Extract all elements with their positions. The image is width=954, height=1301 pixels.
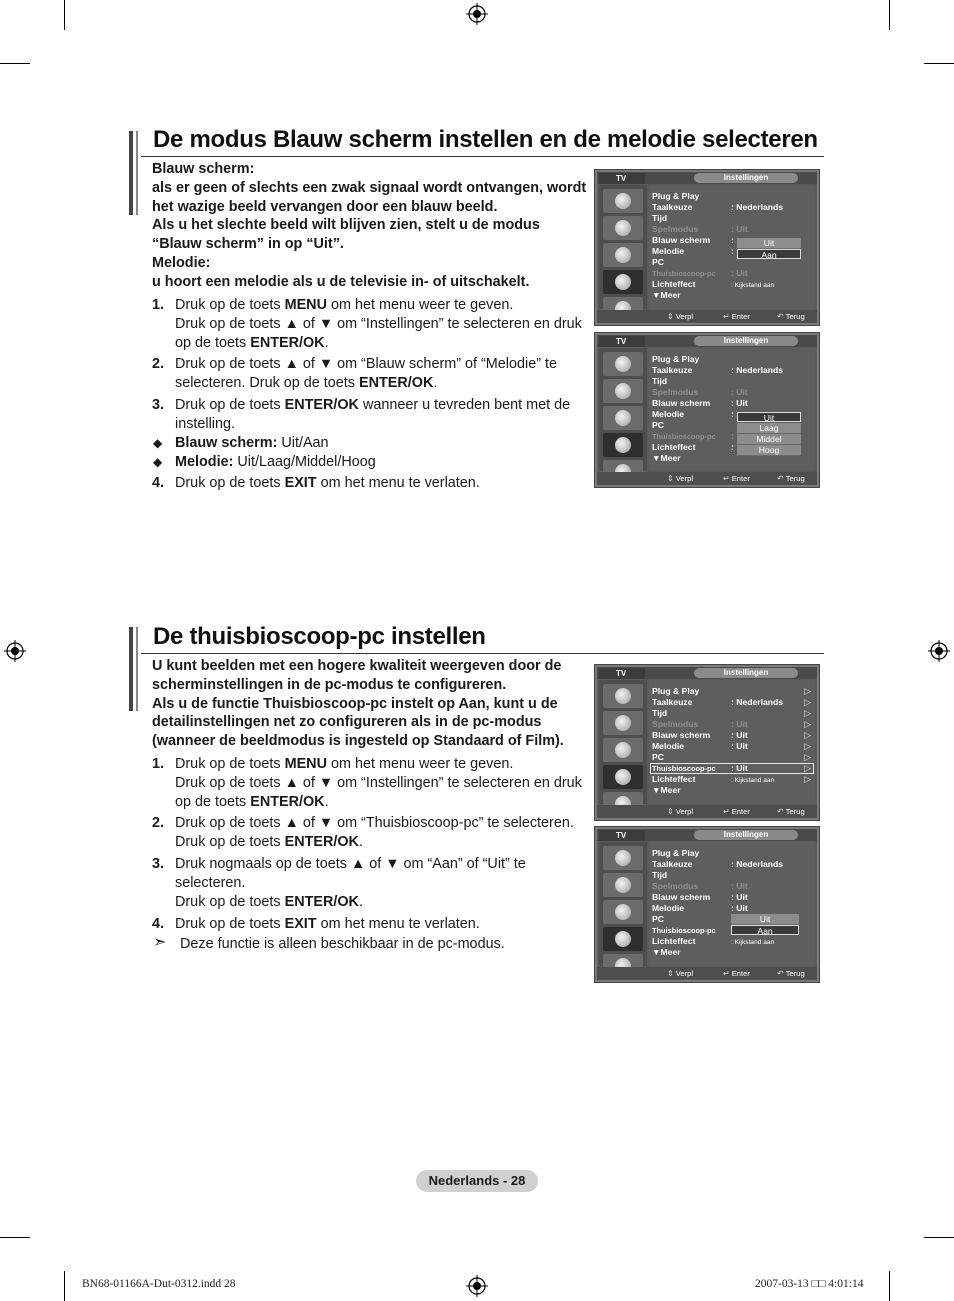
menu-item-label: Blauw scherm — [652, 892, 711, 902]
channel-icon — [603, 243, 643, 267]
option-values: Uit/Aan — [277, 435, 329, 451]
footer-back-hint — [777, 806, 805, 817]
footer-hint-label: Enter — [731, 969, 750, 978]
text-segment: Druk op de toets — [175, 893, 285, 910]
category-sidebar — [599, 842, 647, 966]
enter-icon: ↵ — [723, 807, 730, 816]
menu-footer — [597, 967, 817, 980]
enter-icon: ↵ — [723, 969, 730, 978]
tv-menu-screenshot — [594, 169, 820, 326]
menu-item-value: : Uit — [731, 730, 748, 740]
channel-icon-glyph — [615, 247, 631, 263]
intro-line: Melodie: — [152, 255, 211, 271]
crop-mark — [64, 0, 65, 30]
tv-source-label: TV — [599, 668, 645, 679]
menu-item-label: Tijd — [652, 213, 668, 223]
menu-item-label: Lichteffect — [652, 442, 696, 452]
key-name: MENU — [284, 756, 327, 772]
section-marker — [136, 627, 138, 711]
text-segment: Druk op de toets ▲ of ▼ om “Blauw scherm” of “Melodie” te — [175, 356, 557, 372]
tv-screen — [597, 667, 817, 818]
crop-mark — [64, 1271, 65, 1301]
menu-item-value — [731, 774, 774, 785]
setup-icon-glyph — [615, 931, 631, 947]
menu-item-label: Thuisbioscoop-pc — [652, 926, 716, 935]
category-sidebar — [599, 185, 647, 309]
title-underline — [141, 653, 824, 654]
channel-icon-glyph — [615, 904, 631, 920]
print-timestamp: 2007-03-13 □□ 4:01:14 — [755, 1278, 864, 1290]
text-segment: om het menu te verlaten. — [316, 916, 480, 932]
footer-move-hint — [667, 473, 693, 484]
text-segment: Druk op de toets — [175, 475, 285, 491]
footer-move-hint — [667, 311, 693, 322]
note-text: Deze functie is alleen beschikbaar in de pc-modus. — [180, 936, 505, 952]
diamond-bullet-icon: ◆ — [153, 455, 163, 469]
footer-hint-label: Terug — [785, 312, 805, 321]
menu-footer — [597, 805, 817, 818]
menu-item-label: Plug & Play — [652, 354, 700, 364]
picture-icon — [603, 352, 643, 376]
footer-hint-label: Terug — [785, 969, 805, 978]
submenu-arrow-icon: ▷ — [804, 741, 811, 751]
submenu-arrow-icon: ▷ — [804, 752, 811, 762]
menu-item-value: : Nederlands — [731, 859, 784, 869]
text-segment: Druk op de toets — [175, 833, 285, 850]
picture-icon — [603, 846, 643, 870]
footer-back-hint — [777, 968, 805, 979]
title-underline — [141, 156, 824, 157]
menu-item-value: : Uit — [731, 881, 748, 891]
menu-item-label: ▼Meer — [652, 453, 681, 463]
footer-hint-label: Verpl — [675, 312, 694, 321]
text-segment: Druk op de toets ▲ of ▼ om “Instellingen” te selecteren en druk — [175, 315, 582, 332]
registration-mark-icon — [4, 640, 26, 662]
footer-enter-hint — [723, 968, 750, 979]
registration-mark-icon — [466, 3, 488, 25]
step-number: 4. — [152, 916, 165, 932]
text-segment: om het menu weer te geven. — [326, 756, 514, 772]
step-line — [175, 296, 513, 315]
settings-list — [649, 348, 815, 471]
menu-item-label: Melodie — [652, 741, 684, 751]
step-line — [175, 755, 513, 774]
channel-icon-glyph — [615, 742, 631, 758]
text-segment: Druk op de toets — [175, 397, 285, 413]
menu-header — [597, 335, 817, 347]
text-segment: selecteren. — [175, 874, 246, 891]
footer-hint-label: Enter — [731, 474, 750, 483]
setup-icon — [603, 270, 643, 294]
step-number: 2. — [152, 815, 165, 831]
intro-line: Blauw scherm: — [152, 161, 255, 177]
step-line — [175, 814, 574, 833]
channel-icon — [603, 738, 643, 762]
crop-mark — [889, 1271, 890, 1301]
menu-item-label: PC — [652, 914, 664, 924]
settings-list — [649, 680, 815, 804]
step-line — [175, 793, 329, 812]
option-item: Uit — [731, 914, 799, 925]
submenu-arrow-icon: ▷ — [804, 697, 811, 707]
footer-move-hint — [667, 806, 693, 817]
menu-item-value: : Uit — [731, 741, 748, 751]
footer-hint-label: Enter — [731, 312, 750, 321]
intro-line: detailinstellingen net zo configureren als in de pc-modus — [152, 714, 542, 731]
menu-item-label: Tijd — [652, 870, 668, 880]
submenu-arrow-icon: ▷ — [804, 730, 811, 740]
picture-icon-glyph — [615, 850, 631, 866]
menu-item-label: Lichteffect — [652, 279, 696, 289]
menu-item-label: Thuisbioscoop-pc — [652, 432, 716, 441]
option-item: Aan — [731, 925, 799, 935]
step-line — [175, 474, 480, 493]
text-segment: wanneer u tevreden bent met de — [358, 397, 571, 413]
key-name: ENTER/OK — [284, 397, 359, 413]
menu-item-label: Taalkeuze — [652, 365, 693, 375]
menu-item-value: : Uit — [731, 268, 748, 278]
text-segment: . — [433, 374, 438, 391]
setup-icon — [603, 765, 643, 789]
menu-item-label: Melodie — [652, 246, 684, 256]
sound-icon-glyph — [615, 877, 631, 893]
intro-line: u hoort een melodie als u de televisie in- of uitschakelt. — [152, 273, 530, 290]
return-icon: ↶ — [777, 474, 784, 483]
section-title: De modus Blauw scherm instellen en de melodie selecteren — [153, 126, 818, 153]
sound-icon — [603, 873, 643, 897]
footer-hint-label: Enter — [731, 807, 750, 816]
tv-menu-screenshot — [594, 826, 820, 983]
menu-item-label: Taalkeuze — [652, 202, 693, 212]
key-name: ENTER/OK — [284, 833, 359, 850]
menu-item-label: Taalkeuze — [652, 859, 693, 869]
setup-icon-glyph — [615, 437, 631, 453]
key-name: EXIT — [284, 475, 317, 491]
page-number: Nederlands - 28 — [416, 1170, 538, 1192]
footer-hint-label: Verpl — [675, 807, 694, 816]
setup-icon — [603, 433, 643, 457]
menu-item-label: Plug & Play — [652, 191, 700, 201]
text-segment: instelling. — [175, 415, 235, 432]
text-segment: op de toets — [175, 793, 251, 810]
submenu-arrow-icon: ▷ — [804, 763, 811, 773]
submenu-arrow-icon: ▷ — [804, 774, 811, 784]
step-line — [175, 915, 480, 934]
text-segment: selecteren. Druk op de toets — [175, 374, 359, 391]
tv-source-label: TV — [599, 173, 645, 184]
intro-line: het wazige beeld vervangen door een blauw beeld. — [152, 198, 498, 215]
setup-icon-glyph — [615, 769, 631, 785]
menu-item-value: : Uit — [731, 398, 748, 408]
menu-item-label: Lichteffect — [652, 936, 696, 946]
menu-item-value: : Uit — [731, 892, 748, 902]
step-line — [175, 415, 235, 434]
menu-item-label: PC — [652, 752, 664, 762]
menu-item-label: ▼Meer — [652, 947, 681, 957]
category-sidebar — [599, 680, 647, 804]
sound-icon — [603, 711, 643, 735]
menu-item-label: Spelmodus — [652, 719, 699, 729]
menu-item-value: : — [731, 409, 734, 419]
tv-screen — [597, 829, 817, 980]
intro-line: (wanneer de beeldmodus is ingesteld op Standaard of Film). — [152, 733, 564, 750]
settings-list — [649, 185, 815, 309]
intro-line: als er geen of slechts een zwak signaal wordt ontvangen, wordt — [152, 179, 587, 196]
text-segment: om het menu weer te geven. — [326, 297, 514, 313]
menu-item-value: : Nederlands — [731, 697, 784, 707]
submenu-arrow-icon: ▷ — [804, 708, 811, 718]
updown-icon: ⇕ — [667, 969, 674, 978]
tv-screen — [597, 172, 817, 323]
menu-item-label: Lichteffect — [652, 774, 696, 784]
crop-mark — [924, 63, 954, 64]
menu-item-value: : — [731, 431, 734, 441]
print-file-info: BN68-01166A-Dut-0312.indd 28 — [82, 1278, 236, 1290]
step-line — [175, 893, 363, 912]
menu-item-label: Blauw scherm — [652, 235, 711, 245]
footer-hint-label: Verpl — [675, 474, 694, 483]
step-line — [175, 334, 329, 353]
section-marker — [129, 131, 133, 215]
tv-source-label: TV — [599, 336, 645, 347]
settings-list — [649, 842, 815, 966]
menu-item-label: Taalkeuze — [652, 697, 693, 707]
tv-screen — [597, 335, 817, 485]
menu-footer — [597, 472, 817, 485]
step-number: 1. — [152, 297, 165, 313]
menu-item-value: : — [731, 235, 734, 245]
footer-enter-hint — [723, 311, 750, 322]
option-values: Uit/Laag/Middel/Hoog — [233, 454, 376, 470]
registration-mark-icon — [928, 640, 950, 662]
text-segment: Druk nogmaals op de toets ▲ of ▼ om “Aan” of “Uit” te — [175, 856, 526, 872]
category-sidebar — [599, 348, 647, 471]
picture-icon-glyph — [615, 356, 631, 372]
key-name: MENU — [284, 297, 327, 313]
text-segment: op de toets — [175, 334, 251, 351]
menu-item-value: : Uit — [731, 903, 748, 913]
intro-line: U kunt beelden met een hogere kwaliteit weergeven door de — [152, 658, 562, 674]
menu-item-label: Thuisbioscoop-pc — [652, 764, 716, 773]
tv-menu-screenshot — [594, 664, 820, 821]
step-line — [175, 855, 526, 874]
return-icon: ↶ — [777, 312, 784, 321]
menu-header — [597, 172, 817, 184]
menu-item-value: : Nederlands — [731, 365, 784, 375]
option-label: Melodie: — [175, 454, 234, 470]
footer-hint-label: Terug — [785, 474, 805, 483]
menu-item-value: : Uit — [731, 387, 748, 397]
tv-source-label: TV — [599, 830, 645, 841]
picture-icon-glyph — [615, 193, 631, 209]
crop-mark — [0, 63, 30, 64]
text-segment: om het menu te verlaten. — [316, 475, 480, 491]
menu-item-label: Blauw scherm — [652, 730, 711, 740]
step-line — [175, 874, 245, 893]
sound-icon-glyph — [615, 220, 631, 236]
note-arrow-icon: ➣ — [153, 934, 167, 951]
updown-icon: ⇕ — [667, 807, 674, 816]
text-segment: Druk op de toets — [175, 756, 285, 772]
option-item: Uit — [737, 412, 801, 422]
menu-item-label: Thuisbioscoop-pc — [652, 269, 716, 278]
channel-icon — [603, 900, 643, 924]
sound-icon — [603, 379, 643, 403]
footer-enter-hint — [723, 806, 750, 817]
channel-icon-glyph — [615, 410, 631, 426]
option-item: Aan — [737, 249, 801, 259]
menu-title: Instellingen — [694, 336, 798, 346]
option-item: Laag — [737, 423, 801, 434]
menu-item-label: Tijd — [652, 708, 668, 718]
menu-item-value: : Uit — [731, 763, 748, 773]
text-segment: . — [358, 833, 363, 850]
step-number: 1. — [152, 756, 165, 772]
menu-item-value: : Nederlands — [731, 202, 784, 212]
text-segment: Druk op de toets — [175, 916, 285, 932]
menu-title: Instellingen — [694, 830, 798, 840]
key-name: ENTER/OK — [250, 334, 325, 351]
intro-line: Als u de functie Thuisbioscoop-pc instelt op Aan, kunt u de — [152, 695, 558, 712]
step-line — [175, 315, 582, 334]
step-line — [175, 374, 437, 393]
setup-icon — [603, 927, 643, 951]
menu-item-label: PC — [652, 257, 664, 267]
menu-item-value-text: : Kijkstand aan — [731, 777, 775, 784]
menu-item-label: ▼Meer — [652, 785, 681, 795]
menu-item-label: Blauw scherm — [652, 398, 711, 408]
menu-item-label: ▼Meer — [652, 290, 681, 300]
option-line — [175, 434, 329, 453]
key-name: ENTER/OK — [284, 893, 359, 910]
step-line — [175, 396, 570, 415]
step-number: 3. — [152, 397, 165, 413]
footer-move-hint — [667, 968, 693, 979]
picture-icon-glyph — [615, 688, 631, 704]
step-number: 2. — [152, 356, 165, 372]
key-name: ENTER/OK — [358, 374, 434, 391]
text-segment: . — [324, 334, 329, 351]
return-icon: ↶ — [777, 807, 784, 816]
diamond-bullet-icon: ◆ — [153, 436, 163, 450]
text-segment: . — [324, 793, 329, 810]
menu-header — [597, 829, 817, 841]
footer-back-hint — [777, 473, 805, 484]
registration-mark-icon — [466, 1275, 488, 1297]
text-segment: Druk op de toets ▲ of ▼ om “Instellingen” te selecteren en druk — [175, 774, 582, 791]
picture-icon — [603, 189, 643, 213]
section-marker — [136, 131, 138, 215]
setup-icon-glyph — [615, 274, 631, 290]
channel-icon — [603, 406, 643, 430]
intro-line: scherminstellingen in de pc-modus te configureren. — [152, 676, 507, 693]
intro-line: Als u het slechte beeld wilt blijven zien, stelt u de modus — [152, 217, 540, 234]
option-item: Middel — [737, 434, 801, 445]
menu-item-label: Melodie — [652, 409, 684, 419]
option-item: Hoog — [737, 445, 801, 456]
footer-hint-label: Verpl — [675, 969, 694, 978]
sound-icon — [603, 216, 643, 240]
menu-item-value — [731, 279, 774, 290]
menu-title: Instellingen — [694, 668, 798, 678]
step-line — [175, 355, 557, 374]
updown-icon: ⇕ — [667, 312, 674, 321]
enter-icon: ↵ — [723, 474, 730, 483]
updown-icon: ⇕ — [667, 474, 674, 483]
section-marker — [129, 627, 133, 711]
menu-item-label: Plug & Play — [652, 686, 700, 696]
enter-icon: ↵ — [723, 312, 730, 321]
footer-hint-label: Terug — [785, 807, 805, 816]
menu-item-label: Melodie — [652, 903, 684, 913]
submenu-arrow-icon: ▷ — [804, 719, 811, 729]
crop-mark — [0, 1237, 30, 1238]
submenu-arrow-icon: ▷ — [804, 686, 811, 696]
footer-enter-hint — [723, 473, 750, 484]
menu-item-label: Spelmodus — [652, 387, 699, 397]
menu-header — [597, 667, 817, 679]
step-line — [175, 833, 363, 852]
crop-mark — [889, 0, 890, 30]
sound-icon-glyph — [615, 383, 631, 399]
text-segment: Druk op de toets ▲ of ▼ om “Thuisbioscoop-pc” te selecteren. — [175, 815, 574, 831]
option-line — [175, 453, 376, 472]
selected-row-highlight — [650, 763, 814, 774]
menu-item-value: : Uit — [731, 719, 748, 729]
menu-item-value-text: : Kijkstand aan — [731, 282, 775, 289]
menu-item-value: : Uit — [731, 224, 748, 234]
footer-back-hint — [777, 311, 805, 322]
text-segment: . — [358, 893, 363, 910]
key-name: EXIT — [284, 916, 317, 932]
step-number: 4. — [152, 475, 165, 491]
step-line — [175, 774, 582, 793]
return-icon: ↶ — [777, 969, 784, 978]
menu-item-value — [731, 936, 774, 947]
menu-item-value: : — [731, 442, 734, 452]
crop-mark — [924, 1237, 954, 1238]
step-number: 3. — [152, 856, 165, 872]
text-segment: Druk op de toets — [175, 297, 285, 313]
menu-item-label: Plug & Play — [652, 848, 700, 858]
menu-item-value-text: : Kijkstand aan — [731, 939, 775, 946]
section-title: De thuisbioscoop-pc instellen — [153, 623, 486, 650]
menu-item-value: : — [731, 246, 734, 256]
menu-title: Instellingen — [694, 173, 798, 183]
option-label: Blauw scherm: — [175, 435, 278, 451]
menu-item-label: PC — [652, 420, 664, 430]
sound-icon-glyph — [615, 715, 631, 731]
option-item: Uit — [737, 238, 801, 249]
tv-menu-screenshot — [594, 332, 820, 488]
menu-item-label: Tijd — [652, 376, 668, 386]
key-name: ENTER/OK — [250, 793, 325, 810]
menu-item-label: Spelmodus — [652, 881, 699, 891]
picture-icon — [603, 684, 643, 708]
menu-footer — [597, 310, 817, 323]
intro-line: “Blauw scherm” in op “Uit”. — [152, 236, 344, 253]
menu-item-label: Spelmodus — [652, 224, 699, 234]
